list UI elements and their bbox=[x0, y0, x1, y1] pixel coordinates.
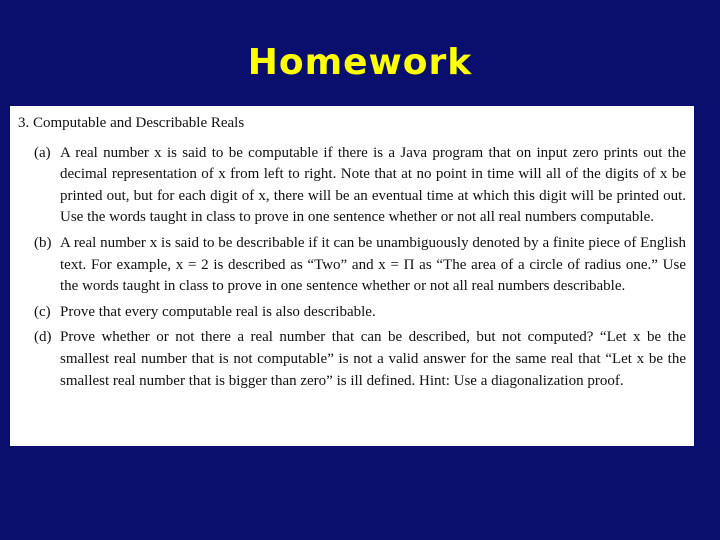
part-b-text: A real number x is said to be describable if it can be unambiguously denoted by a finite piece of English text. For example, x = 2 is described as “Two” and x = Π as “The area of a circle of radius one.” Use the words taught in class to prove in one sentence whether or not all real numbers describable. bbox=[60, 234, 686, 295]
problem-heading: 3. Computable and Describable Reals bbox=[18, 115, 245, 131]
slide-title: Homework bbox=[247, 42, 473, 83]
problem-part-b bbox=[34, 233, 686, 298]
problem-part-c bbox=[34, 302, 686, 324]
part-c-text: Prove that every computable real is also describable. bbox=[60, 303, 376, 320]
part-b-label: (b) bbox=[34, 234, 52, 251]
part-c-label: (c) bbox=[34, 303, 51, 320]
part-a-label: (a) bbox=[34, 144, 51, 161]
part-d-text: Prove whether or not there a real number that can be described, but not computed? “Let x be the smallest real number that is not computable” is not a valid answer for the same real that “Let x be the smallest real number that is bigger than zero” is ill defined. Hint: Use a diagonalization proof. bbox=[60, 329, 686, 389]
problem-part-a bbox=[34, 143, 686, 229]
problem-part-d bbox=[34, 327, 686, 392]
part-a-text: A real number x is said to be computable if there is a Java program that on input zero prints out the decimal representation of x from left to right. Note that at no point in time will all of the digits of x be printed out, but for each digit of x, there will be an eventual time at which this digit will be printed out. Use the words taught in class to prove in one sentence whether or not all real numbers computable. bbox=[60, 144, 686, 226]
part-d-label: (d) bbox=[34, 329, 52, 346]
homework-document bbox=[10, 106, 694, 446]
